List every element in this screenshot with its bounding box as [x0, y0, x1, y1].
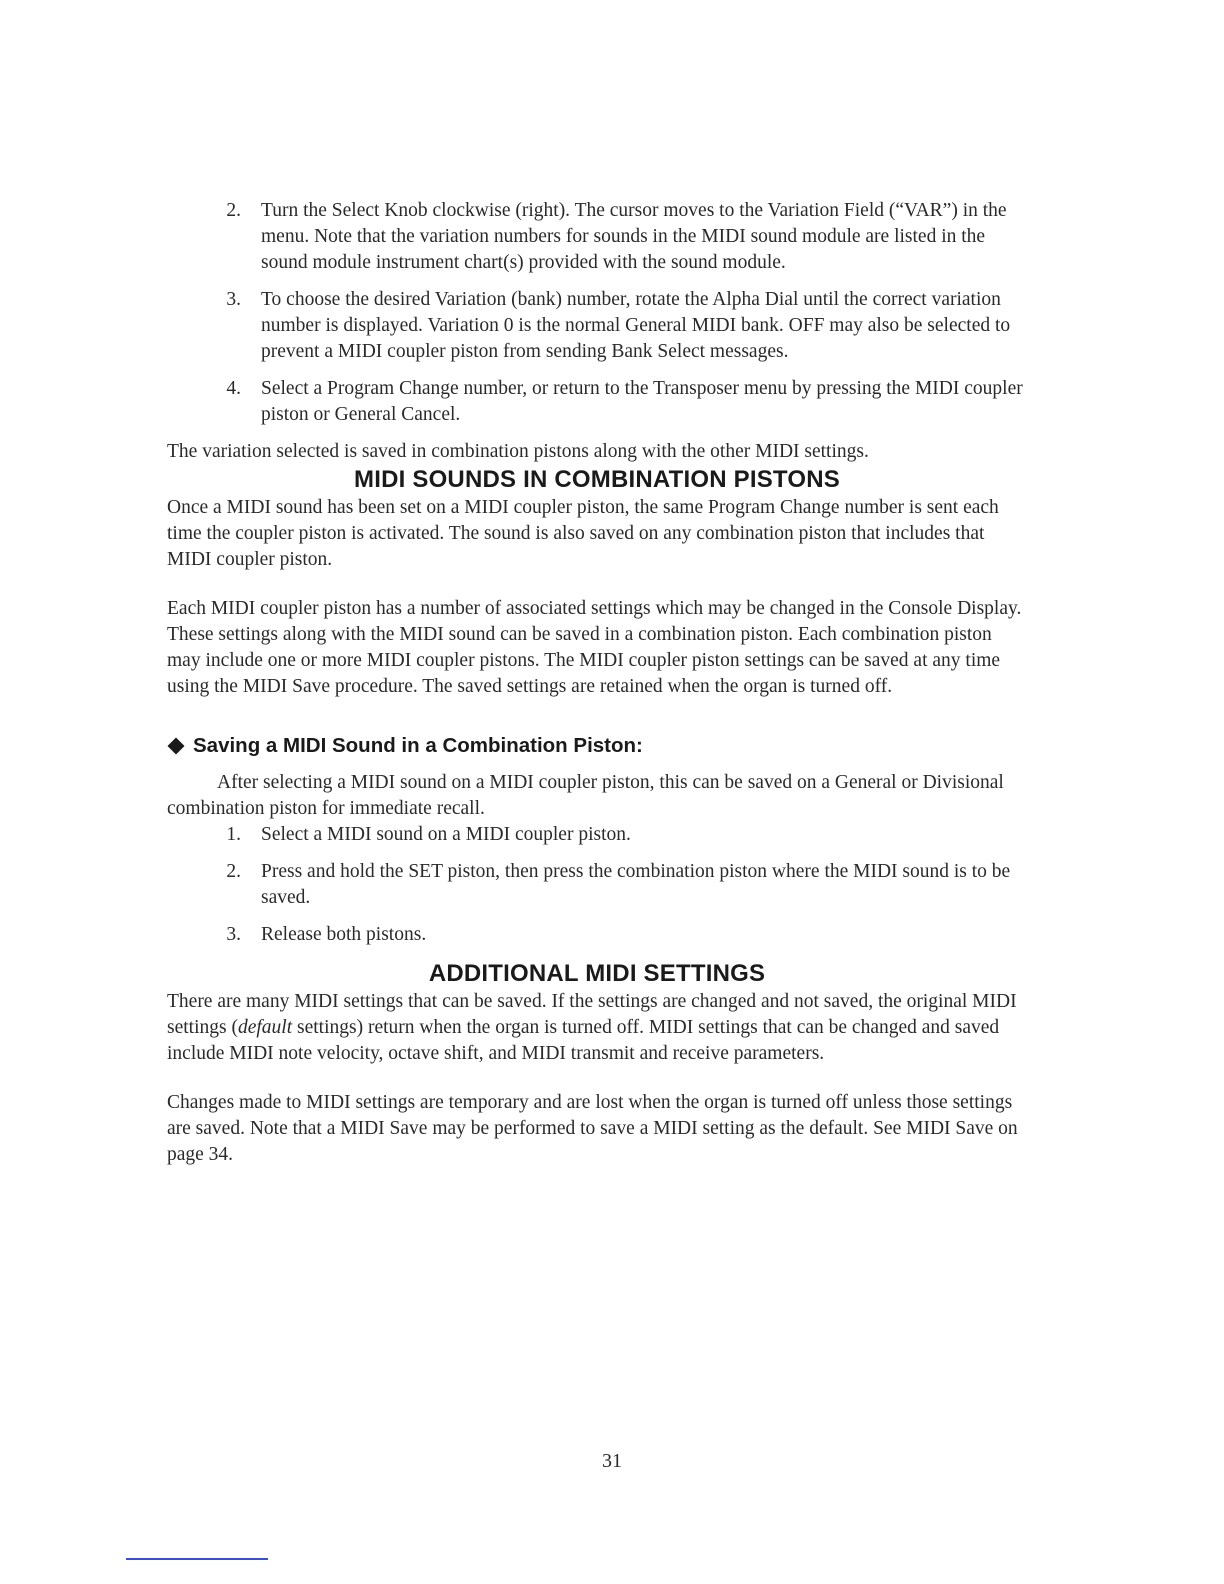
list-item-number: 2. [226, 200, 241, 221]
midi-sounds-paragraph-2: Each MIDI coupler piston has a number of associated settings which may be changed in the Console Display. These settings along with the MIDI sound can be saved in a combination piston. Each combination piston may include one or more MIDI coupler pistons. The MIDI coupler piston settings can be saved at any time using the MIDI Save procedure. The saved settings are retained when the organ is turned off. [167, 598, 1022, 697]
saving-steps-list [167, 822, 1027, 948]
list-item-text: To choose the desired Variation (bank) number, rotate the Alpha Dial until the correct variation number is displayed. Variation 0 is the normal General MIDI bank. OFF may also be selected to prevent a MIDI coupler piston from sending Bank Select messages. [261, 289, 1011, 362]
page-number: 31 [602, 1450, 622, 1472]
additional-settings-paragraph-2: Changes made to MIDI settings are temporary and are lost when the organ is turned off unless those settings are saved. Note that a MIDI Save may be performed to save a MIDI setting as the default. See MIDI Save on page 34. [167, 1092, 1018, 1165]
footer-rule [126, 1558, 268, 1560]
subsection-heading-text: Saving a MIDI Sound in a Combination Piston: [193, 734, 643, 757]
additional-paragraph-1-before: There are many MIDI settings that can be saved. If the settings are changed and not saved, the original MIDI settings ( [167, 991, 1017, 1038]
list-item [167, 198, 1027, 276]
list-item-number: 2. [226, 861, 241, 882]
list-item-text: Press and hold the SET piston, then press the combination piston where the MIDI sound is to be saved. [261, 861, 1011, 908]
list-item-number: 3. [226, 289, 241, 310]
list-item-number: 1. [226, 824, 241, 845]
list-item [167, 822, 1027, 848]
midi-sounds-paragraph-1: Once a MIDI sound has been set on a MIDI coupler piston, the same Program Change number is sent each time the coupler piston is activated. The sound is also saved on any combination piston that includes that MIDI coupler piston. [167, 497, 999, 570]
list-item [167, 859, 1027, 911]
list-item-text: Select a MIDI sound on a MIDI coupler piston. [261, 824, 631, 845]
additional-paragraph-1-after: settings) return when the organ is turned off. MIDI settings that can be changed and saved include MIDI note velocity, octave shift, and MIDI transmit and receive parameters. [167, 1017, 1000, 1064]
saving-intro-paragraph: After selecting a MIDI sound on a MIDI coupler piston, this can be saved on a General or Divisional combination piston for immediate recall. [167, 772, 1004, 819]
list-item-text: Turn the Select Knob clockwise (right). The cursor moves to the Variation Field (“VAR”) in the menu. Note that the variation numbers for sounds in the MIDI sound module are listed in the sound module instrument chart(s) provided with the sound module. [261, 200, 1007, 273]
subsection-heading-saving [167, 733, 1027, 759]
additional-settings-paragraph-1 [167, 989, 1027, 1067]
variation-note-paragraph: The variation selected is saved in combination pistons along with the other MIDI settings. [167, 441, 869, 462]
list-item-number: 3. [226, 924, 241, 945]
section-heading-midi-sounds: MIDI SOUNDS IN COMBINATION PISTONS [354, 466, 840, 493]
variation-steps-list [167, 198, 1027, 428]
page-content [167, 198, 1027, 1168]
section-heading-additional-settings: ADDITIONAL MIDI SETTINGS [428, 960, 766, 987]
list-item [167, 287, 1027, 365]
default-italic-term: default [237, 1017, 293, 1038]
list-item-text: Release both pistons. [261, 924, 427, 945]
list-item [167, 376, 1027, 428]
diamond-bullet-icon [168, 737, 185, 754]
list-item-text: Select a Program Change number, or return to the Transposer menu by pressing the MIDI coupler piston or General Cancel. [261, 378, 1023, 425]
list-item-number: 4. [226, 378, 241, 399]
list-item [167, 922, 1027, 948]
